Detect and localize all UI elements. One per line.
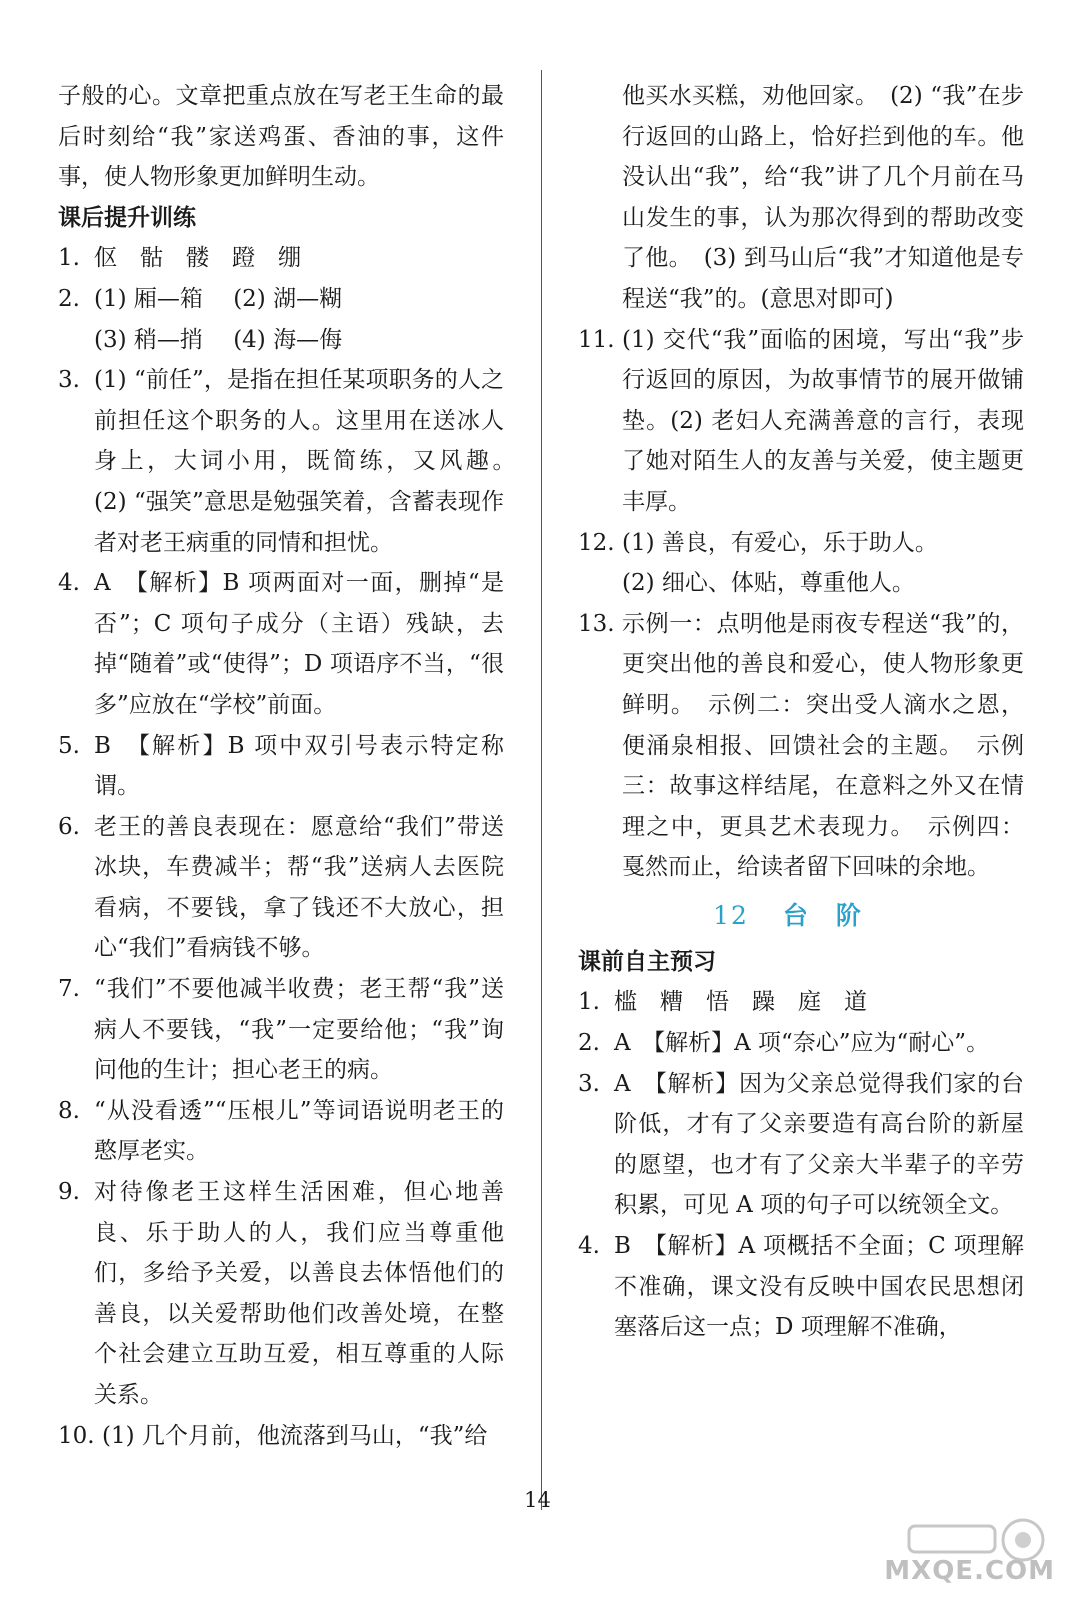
item-text: “我们”不要他减半收费；老王帮“我”送病人不要钱，“我”一定要给他；“我”询问他的生计；担心老王的病。 (94, 976, 504, 1084)
item-number: 7. (58, 976, 80, 1003)
item-text: A 【解析】因为父亲总觉得我们家的台阶低，才有了父亲要造有高台阶的新屋的愿望，也才有了父亲大半辈子的辛劳积累，可见 A 项的句子可以统领全文。 (614, 1070, 1024, 1219)
answer-item-1 (58, 238, 504, 279)
item-number: 9. (58, 1179, 80, 1206)
item-number: 3. (58, 367, 80, 394)
item-number: 4. (58, 570, 80, 597)
item-text: “从没看透”“压根儿”等词语说明老王的憨厚老实。 (94, 1097, 504, 1165)
item-text: 槛 糟 悟 躁 庭 道 (614, 989, 867, 1016)
item-text: 示例一：点明他是雨夜专程送“我”的，更突出他的善良和爱心，使人物形象更鲜明。 示例二：突出受人滴水之恩，便涌泉相报、回馈社会的主题。 示例三：故事这样结尾，在意料之外又在情理之中，更具艺术表现力。 示例四：戛然而止，给读者留下回味的余地。 (622, 610, 1024, 881)
item-text: 他买水买糕，劝他回家。 (2) “我”在步行返回的山路上，恰好拦到他的车。他没认出“我”，给“我”讲了几个月前在马山发生的事，认为那次得到的帮助改变了他。 (3) 到马山后“我”才知道他是专程送“我”的。(意思对即可) (622, 83, 1024, 312)
preview-item-2 (578, 1023, 1024, 1064)
item-line: (2) 细心、体贴，尊重他人。 (622, 570, 915, 597)
answer-item-4 (58, 563, 504, 725)
item-number: 1. (578, 989, 600, 1016)
item-text: (1) “前任”，是指在担任某项职务的人之前担任这个职务的人。这里用在送冰人身上，大词小用，既简练，又风趣。 (2) “强笑”意思是勉强笑着，含蓄表现作者对老王病重的同情和担忧。 (94, 367, 527, 556)
section-heading-after-class: 课后提升训练 (58, 204, 196, 231)
item-text: 对待像老王这样生活困难，但心地善良、乐于助人的人，我们应当尊重他们，多给予关爱，以善良去体悟他们的善良，以关爱帮助他们改善处境，在整个社会建立互助互爱，相互尊重的人际关系。 (94, 1179, 504, 1408)
item-number: 6. (58, 813, 80, 840)
watermark-text: MXQE.COM (884, 1556, 1055, 1586)
item-line: (3) 稍—捎 (4) 海—侮 (94, 326, 343, 353)
item-number: 5. (58, 732, 80, 759)
preview-item-4 (578, 1226, 1024, 1348)
answer-item-9 (58, 1172, 504, 1416)
answer-item-8 (58, 1091, 504, 1172)
answer-item-12 (578, 523, 1024, 604)
answer-item-2 (58, 279, 504, 360)
item-text: 老王的善良表现在：愿意给“我们”带送冰块，车费减半；帮“我”送病人去医院看病，不要钱，拿了钱还不大放心，担心“我们”看病钱不够。 (94, 813, 504, 962)
item-text: A 【解析】A 项“奈心”应为“耐心”。 (614, 1030, 990, 1057)
item-number: 2. (58, 285, 80, 312)
item-text: B 【解析】B 项中双引号表示特定称谓。 (94, 732, 504, 800)
item-number: 4. (578, 1233, 600, 1260)
lesson-title (578, 892, 1024, 940)
preview-item-1 (578, 982, 1024, 1023)
answer-item-3 (58, 360, 527, 563)
answer-item-13 (578, 604, 1024, 888)
item-number: 13. (578, 610, 615, 637)
item-text: B 【解析】A 项概括不全面；C 项理解不准确，课文没有反映中国农民思想闭塞落后这一点；D 项理解不准确， (614, 1233, 1024, 1341)
item-line: (1) 善良，有爱心，乐于助人。 (622, 529, 938, 556)
item-text: (1) 几个月前，他流落到马山，“我”给 (102, 1422, 488, 1449)
item-number: 2. (578, 1030, 600, 1057)
item-text: (1) 交代“我”面临的困境，写出“我”步行返回的原因，为故事情节的展开做铺垫。(2) 老妇人充满善意的言行，表现了她对陌生人的友善与关爱，使主题更丰厚。 (622, 326, 1024, 515)
item-number: 12. (578, 529, 615, 556)
watermark-logo (884, 1514, 1061, 1592)
item-line: (1) 厢—箱 (2) 湖—糊 (94, 285, 343, 312)
left-column (58, 76, 527, 1456)
page-number: 14 (524, 1488, 551, 1512)
item-number: 8. (58, 1097, 80, 1124)
section-heading-preview: 课前自主预习 (578, 948, 716, 975)
right-column (578, 76, 1024, 1348)
item-number: 3. (578, 1070, 600, 1097)
item-number: 10. (58, 1422, 95, 1449)
answer-item-11 (578, 320, 1024, 523)
item-number: 1. (58, 245, 80, 272)
item-number: 11. (578, 326, 615, 353)
lesson-name: 台阶 (782, 900, 889, 930)
answer-item-5 (58, 726, 504, 807)
preview-item-3 (578, 1064, 1024, 1226)
lesson-number: 12 (713, 900, 749, 930)
column-divider (541, 70, 542, 1510)
answer-item-6 (58, 807, 504, 969)
intro-paragraph: 子般的心。文章把重点放在写老王生命的最后时刻给“我”家送鸡蛋、香油的事，这件事，使人物形象更加鲜明生动。 (58, 83, 504, 191)
answer-item-10 (58, 1416, 504, 1457)
answer-item-10-continued (578, 76, 1024, 320)
answer-item-7 (58, 969, 504, 1091)
item-text: 伛 骷 髅 蹬 绷 (94, 245, 301, 272)
item-text: A 【解析】B 项两面对一面，删掉“是否”；C 项句子成分（主语）残缺，去掉“随着”或“使得”；D 项语序不当，“很多”应放在“学校”前面。 (94, 570, 504, 718)
